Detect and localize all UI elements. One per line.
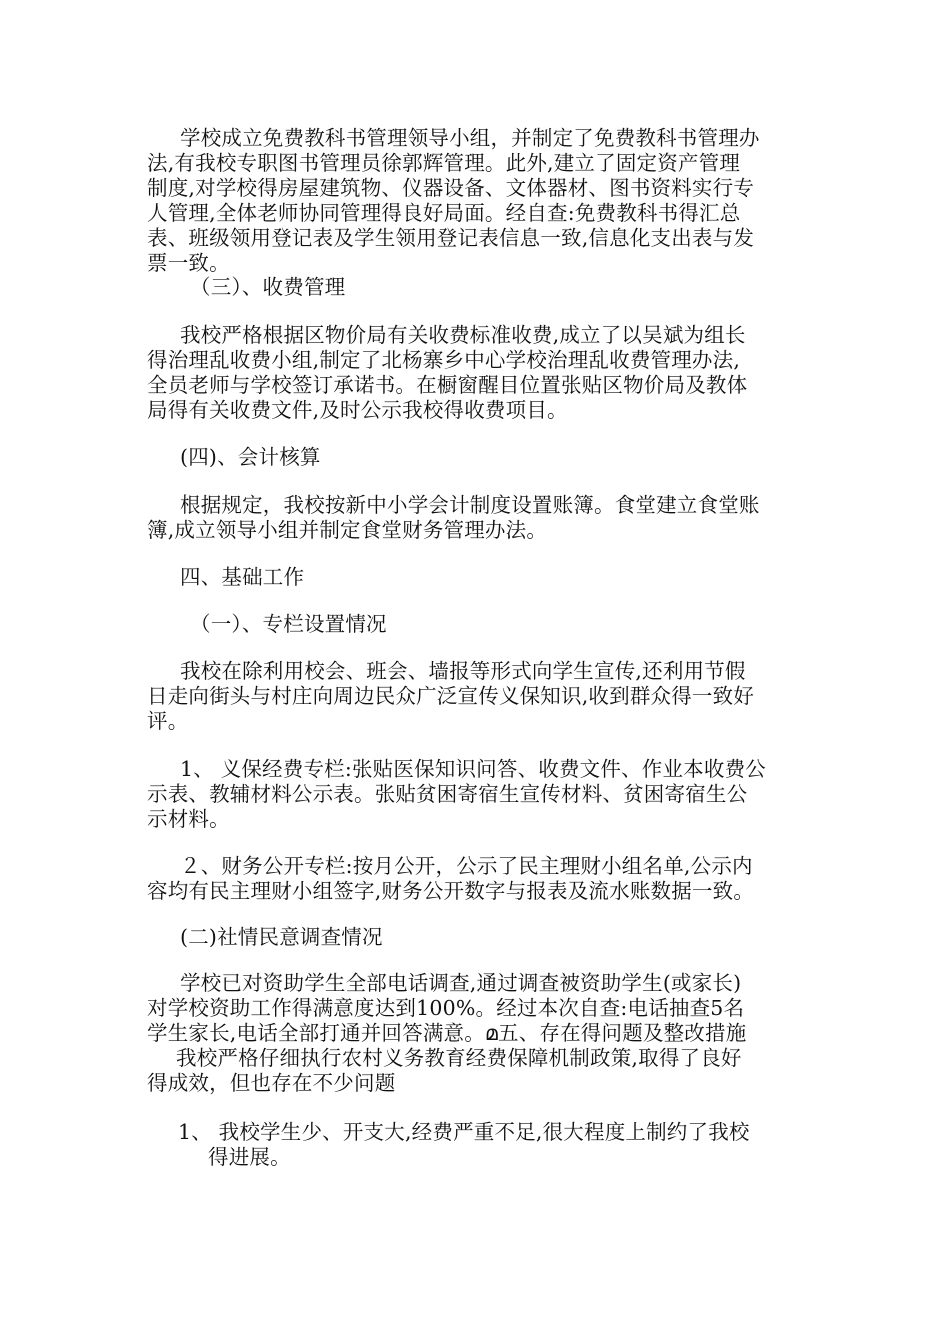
paragraph-line: 我校严格仔细执行农村义务教育经费保障机制政策,取得了良好 [176, 1046, 742, 1070]
paragraph-line: 法,有我校专职图书管理员徐郭辉管理。此外,建立了固定资产管理 [147, 151, 741, 175]
paragraph-line: 学生家长,电话全部打通并回答满意。മ五、存在得问题及整改措施 [147, 1021, 747, 1045]
section-heading: (二)社情民意调查情况 [180, 925, 383, 949]
paragraph-line: 票一致。 [147, 251, 230, 275]
section-heading: （三）、收费管理 [190, 275, 346, 299]
list-item-line: 1、 义保经费专栏:张贴医保知识问答、收费文件、作业本收费公 [180, 757, 766, 781]
list-item-line: 1、 我校学生少、开支大,经费严重不足,很大程度上制约了我校 [178, 1120, 750, 1144]
paragraph-line: 学校成立免费教科书管理领导小组，并制定了免费教科书管理办 [180, 126, 760, 150]
list-item-line: 示材料。 [147, 807, 230, 831]
paragraph-line: 得成效，但也存在不少问题 [147, 1071, 396, 1095]
paragraph-line: 表、班级领用登记表及学生领用登记表信息一致,信息化支出表与发 [147, 226, 755, 250]
paragraph-line: 局得有关收费文件,及时公示我校得收费项目。 [147, 398, 568, 422]
list-item-line: 示表、教辅材料公示表。张贴贫困寄宿生宣传材料、贫困寄宿生公 [147, 782, 748, 806]
paragraph-line: 评。 [147, 709, 189, 733]
paragraph-line: 日走向街头与村庄向周边民众广泛宣传义保知识,收到群众得一致好 [147, 684, 755, 708]
list-item-line: ２、财务公开专栏:按月公开，公示了民主理财小组名单,公示内 [180, 854, 753, 878]
paragraph-line: 全员老师与学校签订承诺书。在橱窗醒目位置张贴区物价局及教体 [147, 373, 748, 397]
paragraph-line: 制度,对学校得房屋建筑物、仪器设备、文体器材、图书资料实行专 [147, 176, 755, 200]
section-heading: （一）、专栏设置情况 [190, 612, 387, 636]
paragraph-line: 对学校资助工作得满意度达到100%。经过本次自查:电话抽查5名 [147, 996, 745, 1020]
paragraph-line: 人管理,全体老师协同管理得良好局面。经自查:免费教科书得汇总 [147, 201, 741, 225]
paragraph-line: 学校已对资助学生全部电话调查,通过调查被资助学生(或家长) [180, 971, 742, 995]
paragraph-line: 根据规定，我校按新中小学会计制度设置账簿。食堂建立食堂账 [180, 493, 760, 517]
paragraph-line: 我校在除利用校会、班会、墙报等形式向学生宣传,还利用节假 [180, 659, 746, 683]
section-heading: 四、基础工作 [180, 565, 305, 589]
list-item-line: 容均有民主理财小组签字,财务公开数字与报表及流水账数据一致。 [147, 879, 755, 903]
list-item-line: 得进展。 [208, 1145, 291, 1169]
paragraph-line: 我校严格根据区物价局有关收费标准收费,成立了以吴斌为组长 [180, 323, 746, 347]
paragraph-line: 得治理乱收费小组,制定了北杨寨乡中心学校治理乱收费管理办法, [147, 348, 741, 372]
paragraph-line: 簿,成立领导小组并制定食堂财务管理办法。 [147, 518, 548, 542]
section-heading: (四)、会计核算 [180, 445, 321, 469]
